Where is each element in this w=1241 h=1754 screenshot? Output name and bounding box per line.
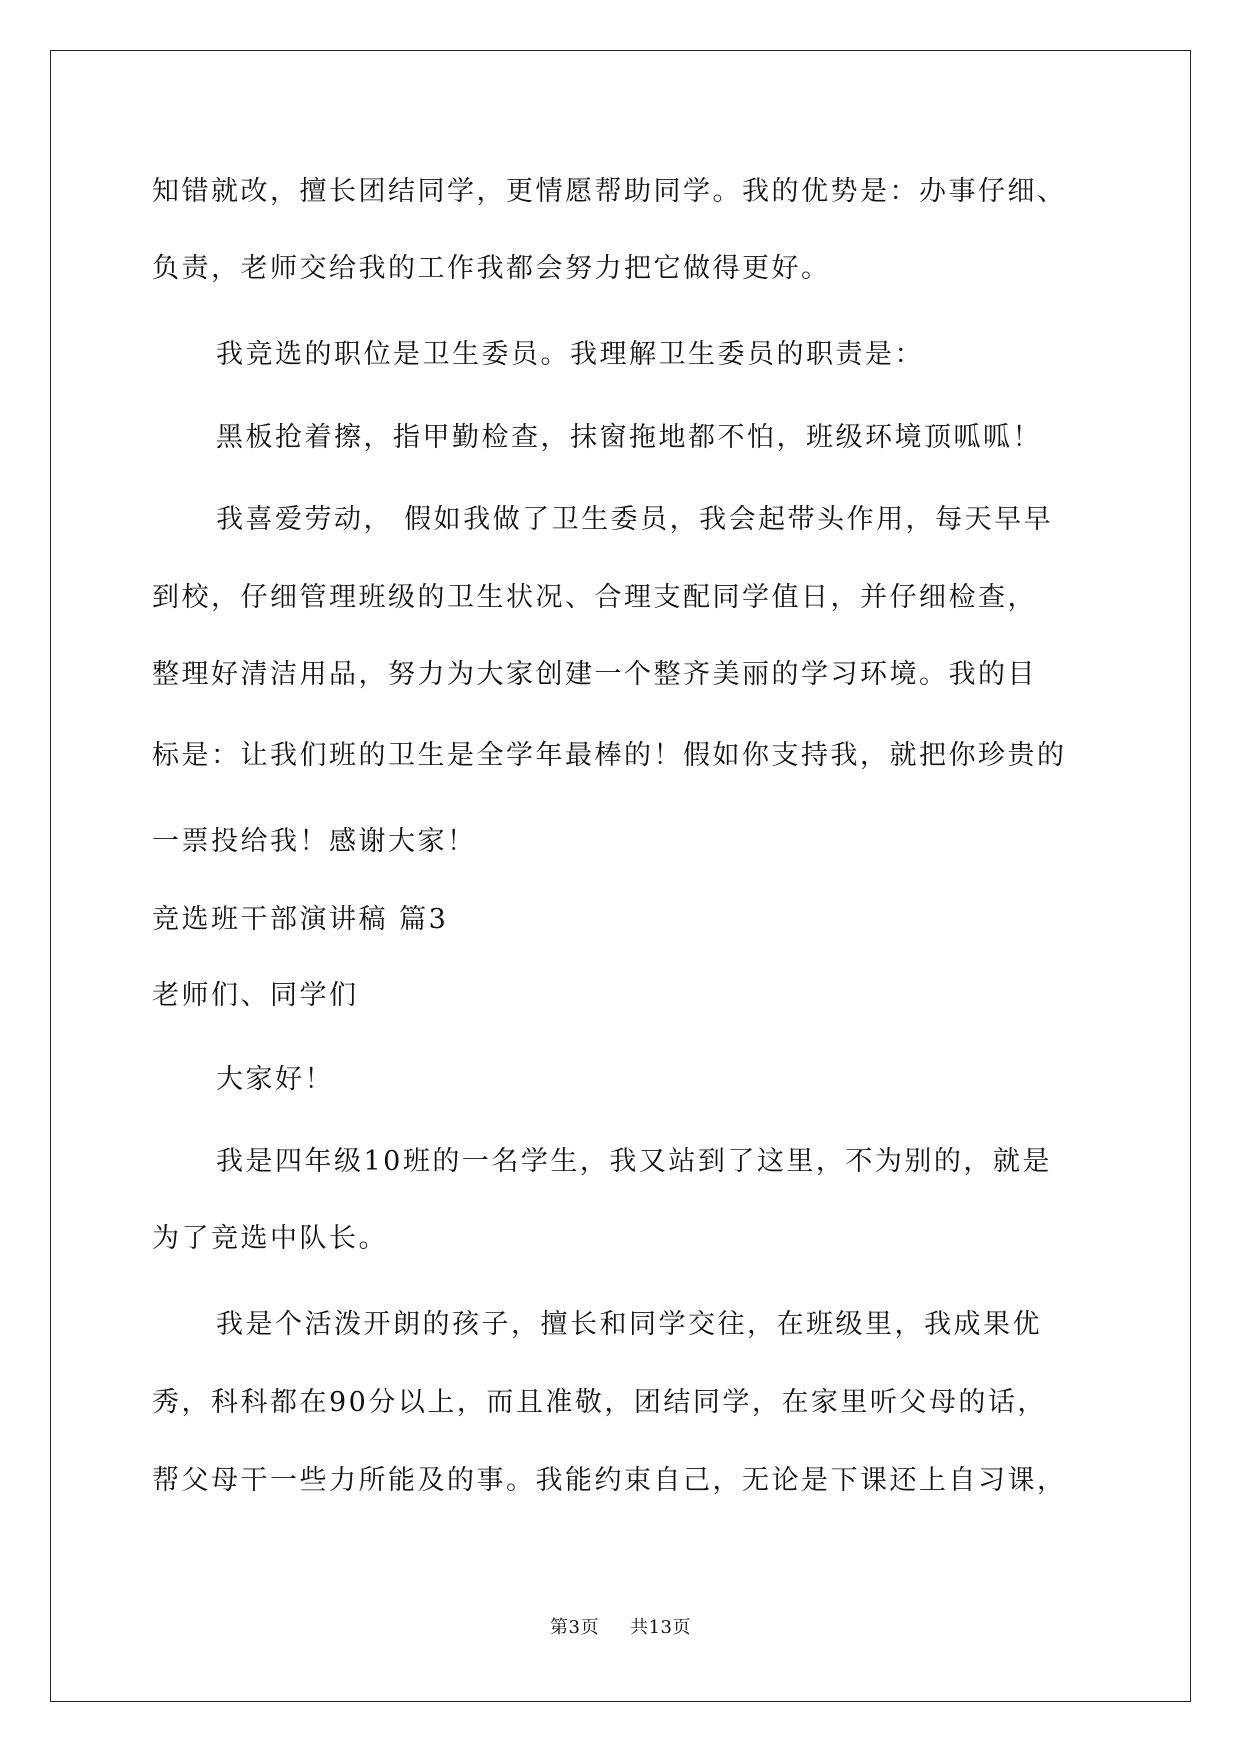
- salutation: 老师们、同学们: [152, 980, 359, 1011]
- body-line-3: 我竞选的职位是卫生委员。我理解卫生委员的职责是：: [216, 339, 924, 370]
- body-line-8: 标是：让我们班的卫生是全学年最棒的！假如你支持我，就把你珍贵的: [152, 740, 1067, 771]
- page-border: [50, 50, 1191, 1702]
- greeting: 大家好！: [216, 1064, 334, 1095]
- body-line-15: 我是个活泼开朗的孩子，擅长和同学交往，在班级里，我成果优: [216, 1309, 1042, 1340]
- body-line-7: 整理好清洁用品，努力为大家创建一个整齐美丽的学习环境。我的目: [152, 659, 1037, 690]
- body-line-5: 我喜爱劳动， 假如我做了卫生委员，我会起带头作用，每天早早: [216, 504, 1054, 535]
- body-line-17: 帮父母干一些力所能及的事。我能约束自己，无论是下课还上自习课，: [152, 1465, 1067, 1496]
- body-line-6: 到校，仔细管理班级的卫生状况、合理支配同学值日，并仔细检查，: [152, 582, 1037, 613]
- body-line-16: 秀，科科都在90分以上，而且准敬，团结同学，在家里听父母的话，: [152, 1387, 1047, 1418]
- page-number: 第3页: [550, 1617, 599, 1638]
- body-line-4: 黑板抢着擦，指甲勤检查，抹窗拖地都不怕，班级环境顶呱呱！: [216, 422, 1042, 453]
- page-footer: [0, 1613, 1241, 1639]
- body-line-2: 负责，老师交给我的工作我都会努力把它做得更好。: [152, 253, 831, 284]
- section-heading: 竞选班干部演讲稿 篇3: [152, 904, 449, 935]
- body-line-1: 知错就改，擅长团结同学，更情愿帮助同学。我的优势是：办事仔细、: [152, 176, 1067, 207]
- page-total: 共13页: [630, 1617, 691, 1638]
- body-line-14: 为了竞选中队长。: [152, 1223, 388, 1254]
- body-line-13: 我是四年级10班的一名学生，我又站到了这里，不为别的，就是: [216, 1146, 1052, 1177]
- body-line-9: 一票投给我！感谢大家！: [152, 826, 477, 857]
